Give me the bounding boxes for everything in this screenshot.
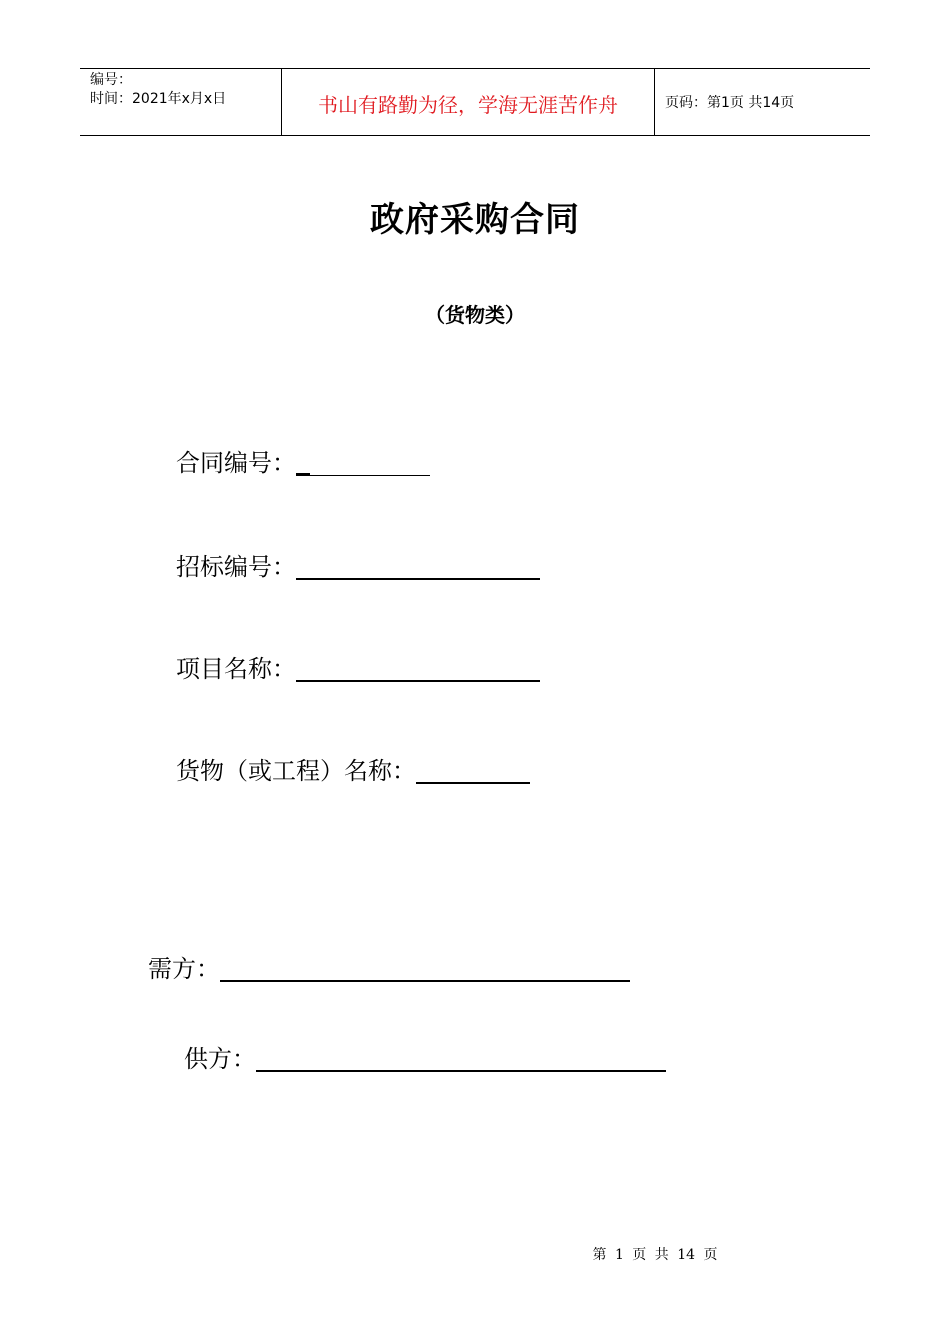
contract-number-blank[interactable] <box>296 452 430 476</box>
supplier-label: 供方： <box>184 1045 256 1073</box>
contract-number-field <box>176 448 430 478</box>
supplier-blank[interactable] <box>256 1048 666 1072</box>
tender-number-label: 招标编号： <box>176 553 296 581</box>
time-label: 时间：2021年x月x日 <box>90 91 227 107</box>
buyer-label: 需方： <box>148 955 220 983</box>
project-name-blank[interactable] <box>296 658 540 682</box>
header-motto-cell <box>282 69 655 135</box>
goods-name-label: 货物（或工程）名称： <box>176 757 416 785</box>
contract-number-lead-mark <box>296 453 310 475</box>
project-name-label: 项目名称： <box>176 655 296 683</box>
tender-number-blank[interactable] <box>296 556 540 580</box>
tender-number-field <box>176 552 540 582</box>
header-page-cell <box>655 69 870 135</box>
page-info: 页码：第1页 共14页 <box>665 95 795 111</box>
buyer-blank[interactable] <box>220 958 630 982</box>
page-footer: 第 1 页 共 14 页 <box>592 1247 718 1263</box>
buyer-field <box>148 954 630 984</box>
document-title: 政府采购合同 <box>370 200 580 240</box>
document-subtitle: （货物类） <box>425 303 525 327</box>
number-label: 编号： <box>90 72 132 88</box>
goods-name-blank[interactable] <box>416 760 530 784</box>
project-name-field <box>176 654 540 684</box>
document-header <box>80 68 870 136</box>
header-meta-cell <box>80 69 282 135</box>
motto-text: 书山有路勤为径，学海无涯苦作舟 <box>318 93 618 117</box>
contract-number-label: 合同编号： <box>176 449 296 477</box>
supplier-field <box>184 1044 666 1074</box>
goods-name-field <box>176 756 530 786</box>
